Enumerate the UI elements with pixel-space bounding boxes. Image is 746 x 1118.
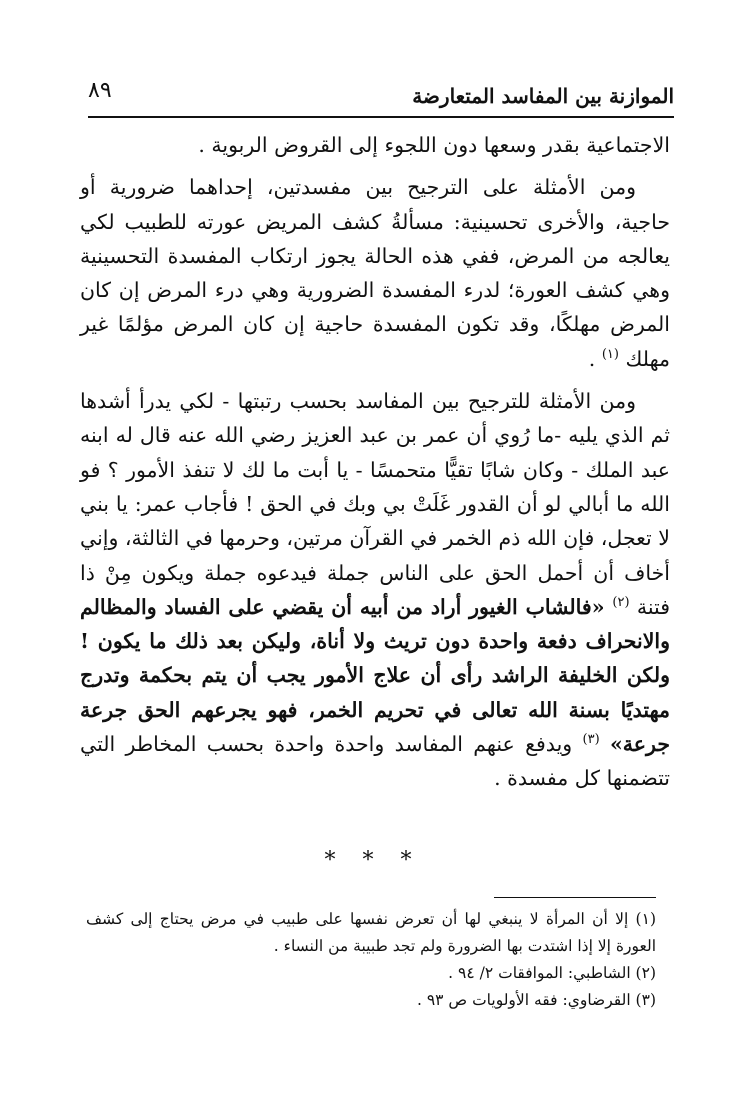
- section-separator: * * *: [324, 848, 422, 873]
- footnote-ref-1: (١): [601, 346, 619, 362]
- main-text: [80, 128, 670, 796]
- paragraph-1: الاجتماعية بقدر وسعها دون اللجوء إلى القروض الربوية .: [198, 133, 670, 157]
- paragraph-2-end: .: [588, 346, 602, 371]
- footnote-1: (١) إلا أن المرأة لا ينبغي لها أن تعرض نفسها على طبيب في مرض يحتاج إلى كشف العورة إلا إذا اشتدت بها الضرورة ولم تجد طبيبة من النساء .: [86, 910, 656, 955]
- footnote-ref-2: (٢): [612, 595, 630, 611]
- paragraph-2-text: ومن الأمثلة على الترجيح بين مفسدتين، إحداهما ضرورية أو حاجية، والأخرى تحسينية: مسألةُ كشف المريض عورته للطبيب لكي يعالجه من المرض، ففي هذه الحالة يجوز ارتكاب المفسدة التحسينية وهي كشف العورة؛ لدرء المفسدة الضرورية وهي درء المرض إن كان المرض مهلكًا، وقد تكون المفسدة حاجية إن كان المرض مؤلمًا غير مهلك: [80, 175, 670, 371]
- paragraph-2: [80, 170, 670, 376]
- paragraph-3: [80, 384, 670, 796]
- running-title: الموازنة بين المفاسد المتعارضة: [412, 84, 674, 108]
- footnotes: [86, 906, 656, 1014]
- footnote-3: (٣) القرضاوي: فقه الأولويات ص ٩٣ .: [416, 991, 656, 1009]
- paragraph-3-text: ومن الأمثلة للترجيح بين المفاسد بحسب رتبتها - لكي يدرأ أشدها ثم الذي يليه -ما رُوي أن عمر بن عبد العزيز رضي الله عنه قال له ابنه عبد الملك - وكان شابًا تقيًّا متحمسًا - يا أبت ما لك لا تنفذ الأمور ؟ فو الله ما أبالي لو أن القدور غَلَتْ بي وبك في الحق ! فأجاب عمر: يا بني لا تعجل، فإن الله ذم الخمر في القرآن مرتين، وحرمها في الثالثة، وإني أخاف أن أحمل الحق على الناس جملة فيدعوه جملة ويكون مِنْ ذا فتنة: [80, 389, 670, 619]
- footnote-ref-3: (٣): [582, 732, 600, 748]
- footnote-rule: [494, 897, 656, 898]
- page-header: [88, 78, 674, 118]
- footnote-2: (٢) الشاطبي: الموافقات ٢/ ٩٤ .: [448, 964, 656, 982]
- paragraph-3-end: ويدفع عنهم المفاسد واحدة واحدة بحسب المخاطر التي تتضمنها كل مفسدة .: [80, 732, 670, 791]
- page-number: ٨٩: [88, 78, 112, 103]
- quoted-passage: «فالشاب الغيور أراد من أبيه أن يقضي على الفساد والمظالم والانحراف دفعة واحدة دون تريث ولا أناة، وليكن بعد ذلك ما يكون ! ولكن الخليفة الراشد رأى أن علاج الأمور يجب أن يتم بحكمة وتدرج مهتديًا بسنة الله تعالى في تحريم الخمر، فهو يجرعهم الحق جرعة جرعة»: [80, 594, 670, 757]
